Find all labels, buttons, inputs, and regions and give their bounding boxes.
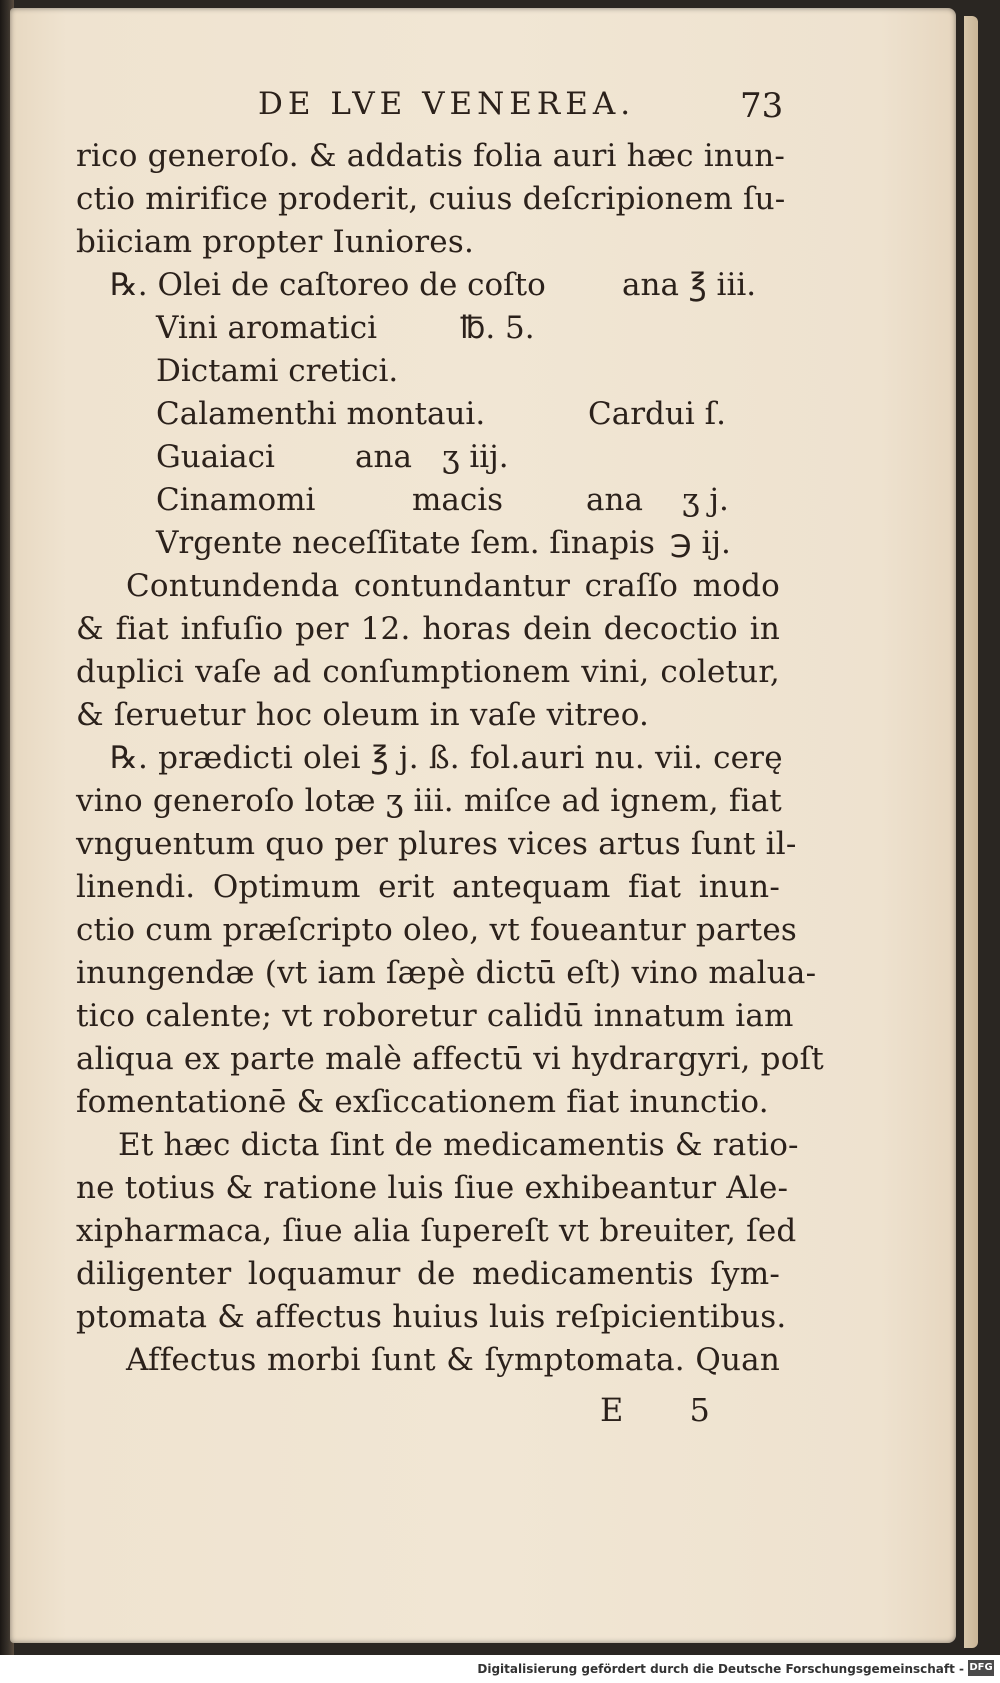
text-line: biiciam propter Iuniores.: [76, 224, 475, 260]
text-line: linendi. Optimum erit antequam fiat inun-: [76, 869, 780, 905]
text-line: tico calente; vt roboretur calidū innatum iam: [76, 998, 794, 1034]
text-line: ptomata & affectus huius luis reſpicientibus.: [76, 1299, 787, 1335]
recipe-ingredient: ℞. Olei de caſtoreo de coſto: [110, 267, 546, 303]
recipe-amount: ℔. 5.: [460, 310, 535, 346]
recipe-ingredient: Guaiaci: [156, 439, 275, 475]
text-line: vnguentum quo per plures vices artus ſunt il-: [76, 826, 797, 862]
text-line: & ſeruetur hoc oleum in vaſe vitreo.: [76, 697, 650, 733]
recipe-ingredient: Dictami cretici.: [156, 353, 399, 389]
page-number: 73: [740, 86, 784, 126]
text-line: fomentationē & exſiccationem fiat inunctio.: [76, 1084, 769, 1120]
text-line: duplici vaſe ad conſumptionem vini, coletur,: [76, 654, 780, 690]
footer-bar: [0, 1655, 1000, 1683]
recipe-ingredient: Vrgente neceſſitate ſem. ſinapis: [156, 525, 655, 561]
recipe-ingredient: macis: [412, 482, 504, 518]
recipe-amount: ʒ iij.: [442, 439, 509, 475]
recipe-amount: ℈ ij.: [670, 525, 731, 561]
text-line: xipharmaca, ſiue alia ſupereſt vt breuiter, ſed: [76, 1213, 797, 1249]
text-line: ctio cum præſcripto oleo, vt foueantur partes: [76, 912, 797, 948]
text-line: diligenter loquamur de medicamentis ſym-: [76, 1256, 780, 1292]
recipe-ingredient: Calamenthi montaui.: [156, 396, 486, 432]
text-line: Affectus morbi ſunt & ſymptomata. Quan: [126, 1342, 780, 1378]
footer-credit: Digitalisierung gefördert durch die Deutsche Forschungsgemeinschaft -: [477, 1662, 964, 1676]
recipe-amount: ana ℥ iii.: [622, 267, 757, 303]
text-line: ℞. prædicti olei ℥ j. ß. fol.auri nu. vii. cerę: [110, 740, 783, 776]
text-line: ctio mirifice proderit, cuius deſcripionem ſu-: [76, 181, 786, 217]
text-line: vino generoſo lotæ ʒ iii. miſce ad ignem, fiat: [76, 783, 782, 819]
text-line: ne totius & ratione luis ſiue exhibeantur Ale-: [76, 1170, 789, 1206]
running-head: DE LVE VENEREA.: [258, 86, 636, 122]
recipe-amount: ʒ j.: [682, 482, 729, 518]
recipe-ingredient: Vini aromatici: [156, 310, 377, 346]
book-page: [10, 8, 956, 1643]
recipe-ana: ana: [586, 482, 643, 518]
text-line: Et hæc dicta ſint de medicamentis & ratio-: [118, 1127, 799, 1163]
text-line: Contundenda contundantur craſſo modo: [126, 568, 780, 604]
text-line: inungendæ (vt iam ſæpè dictū eſt) vino malua-: [76, 955, 817, 991]
page-edge: [964, 16, 978, 1648]
signature-mark: E 5: [600, 1391, 738, 1429]
text-line: aliqua ex parte malè affectū vi hydrargyri, poſt: [76, 1041, 824, 1077]
recipe-ana: ana: [355, 439, 412, 475]
dfg-logo: DFG: [968, 1660, 994, 1676]
recipe-ingredient: Cardui ſ.: [588, 396, 726, 432]
text-line: & fiat infuſio per 12. horas dein decoctio in: [76, 611, 780, 647]
text-line: rico generoſo. & addatis folia auri hæc inun-: [76, 138, 786, 174]
recipe-ingredient: Cinamomi: [156, 482, 316, 518]
